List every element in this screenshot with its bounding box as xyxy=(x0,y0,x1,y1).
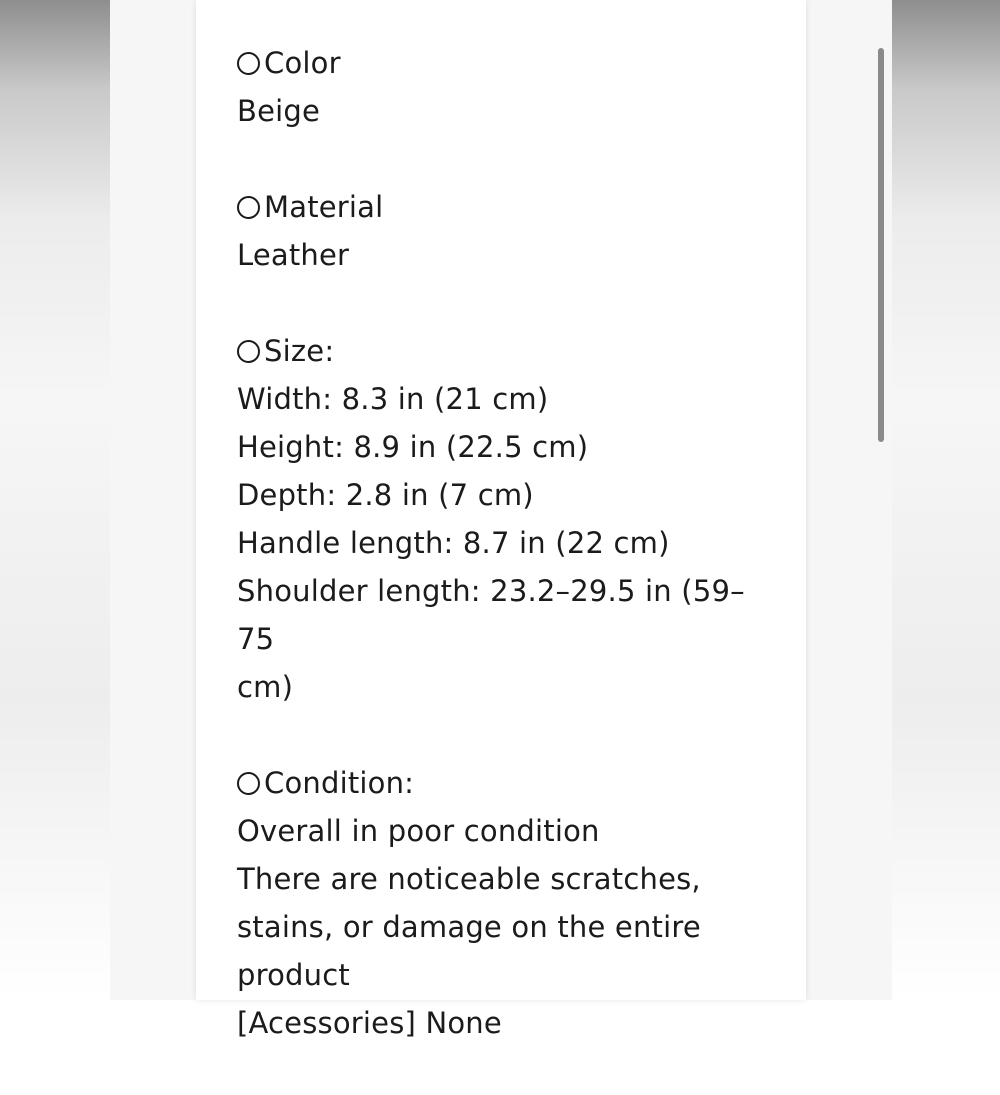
condition-detail-cont: stains, or damage on the entire xyxy=(237,910,701,944)
product-description xyxy=(237,39,777,1095)
size-shoulder-length-cont: cm) xyxy=(237,670,294,704)
section-title: Size: xyxy=(264,334,335,368)
scroll-panel xyxy=(110,0,892,1040)
vertical-scrollbar[interactable] xyxy=(876,0,886,1000)
section-title: Condition: xyxy=(264,766,415,800)
size-depth: Depth: 2.8 in (7 cm) xyxy=(237,478,534,512)
section-material xyxy=(237,183,777,279)
condition-detail: There are noticeable scratches, xyxy=(237,862,701,896)
condition-overall: Overall in poor condition xyxy=(237,814,600,848)
size-height: Height: 8.9 in (22.5 cm) xyxy=(237,430,589,464)
scrollbar-thumb[interactable] xyxy=(878,48,884,442)
section-condition xyxy=(237,759,777,1047)
accessories-value: [Acessories] None xyxy=(237,1006,502,1040)
size-handle-length: Handle length: 8.7 in (22 cm) xyxy=(237,526,670,560)
section-title: Color xyxy=(264,46,341,80)
circle-icon xyxy=(237,772,260,795)
circle-icon xyxy=(237,196,260,219)
section-title: Material xyxy=(264,190,384,224)
section-heading xyxy=(237,759,777,807)
circle-icon xyxy=(237,340,260,363)
section-color xyxy=(237,39,777,135)
left-backdrop xyxy=(0,0,110,1000)
circle-icon xyxy=(237,52,260,75)
size-width: Width: 8.3 in (21 cm) xyxy=(237,382,549,416)
section-size xyxy=(237,327,777,711)
right-backdrop xyxy=(892,0,1000,1000)
description-card xyxy=(196,0,806,1040)
section-heading xyxy=(237,327,777,375)
size-shoulder-length: Shoulder length: 23.2–29.5 in (59–75 xyxy=(237,574,745,656)
condition-detail-end: product xyxy=(237,958,350,992)
material-value: Leather xyxy=(237,238,350,272)
section-heading xyxy=(237,39,777,87)
section-heading xyxy=(237,183,777,231)
color-value: Beige xyxy=(237,94,321,128)
